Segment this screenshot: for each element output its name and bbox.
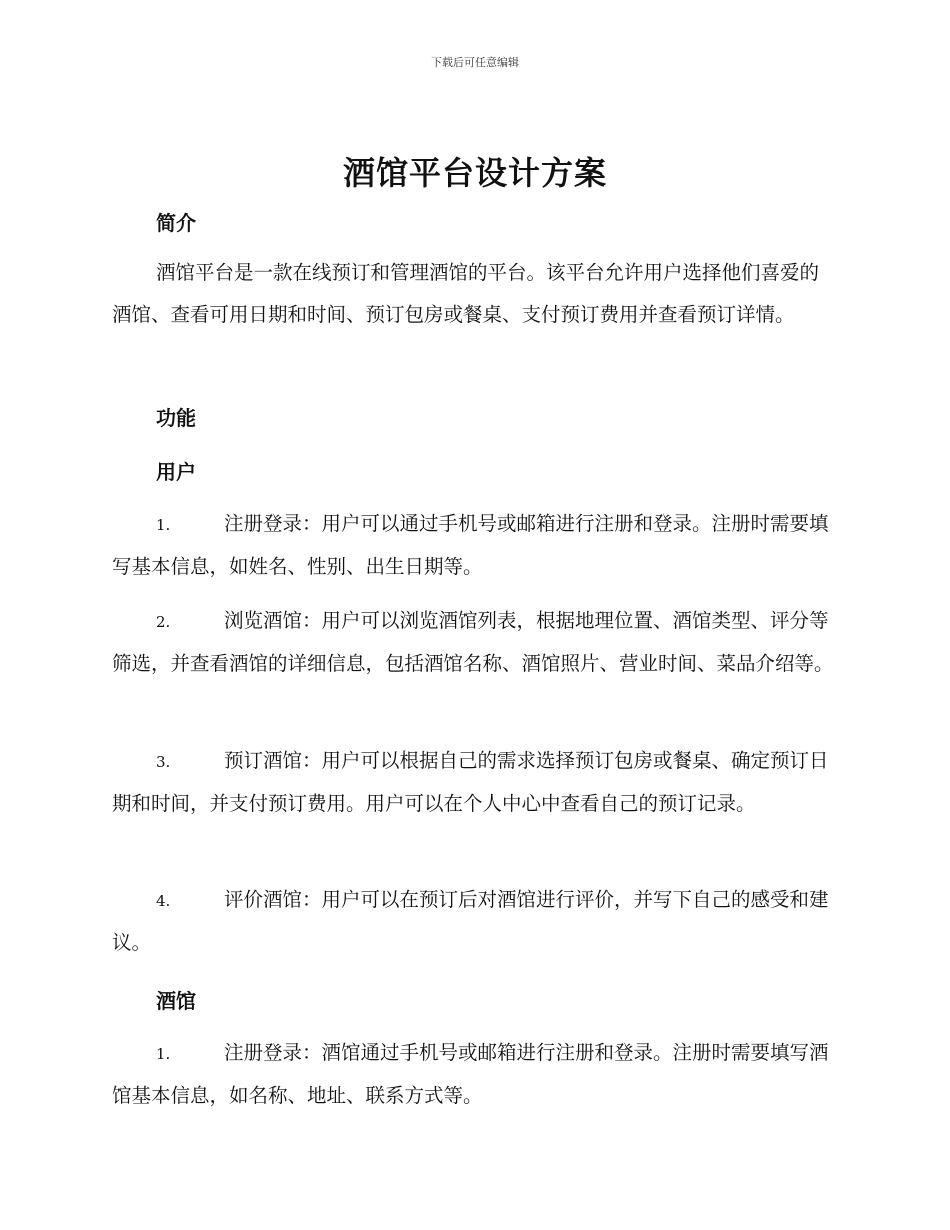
header-note: 下载后可任意编辑 xyxy=(431,56,519,69)
list-item-number: 4. xyxy=(156,892,171,910)
list-item-number: 2. xyxy=(156,613,171,631)
tavern-heading: 酒馆 xyxy=(156,989,196,1013)
list-item-number: 1. xyxy=(156,1045,171,1063)
user-heading: 用户 xyxy=(156,460,196,484)
document-title: 酒馆平台设计方案 xyxy=(342,154,607,192)
list-item-number: 1. xyxy=(156,516,171,534)
list-item-number: 3. xyxy=(156,753,171,771)
list-item xyxy=(112,503,834,588)
list-item-text: 注册登录：用户可以通过手机号或邮箱进行注册和登录。注册时需要填写基本信息，如姓名、性别、出生日期等。 xyxy=(112,512,829,578)
intro-paragraph: 酒馆平台是一款在线预订和管理酒馆的平台。该平台允许用户选择他们喜爱的酒馆、查看可用日期和时间、预订包房或餐桌、支付预订费用并查看预订详情。 xyxy=(112,261,820,326)
list-item-text: 浏览酒馆：用户可以浏览酒馆列表，根据地理位置、酒馆类型、评分等筛选，并查看酒馆的详细信息，包括酒馆名称、酒馆照片、营业时间、菜品介绍等。 xyxy=(112,609,834,675)
list-item xyxy=(112,1032,834,1117)
list-item xyxy=(112,879,834,964)
list-item xyxy=(112,740,834,825)
features-heading: 功能 xyxy=(156,406,196,430)
list-item-text: 预订酒馆：用户可以根据自己的需求选择预订包房或餐桌、确定预订日期和时间，并支付预订费用。用户可以在个人中心中查看自己的预订记录。 xyxy=(112,749,829,815)
list-item-text: 注册登录：酒馆通过手机号或邮箱进行注册和登录。注册时需要填写酒馆基本信息，如名称、地址、联系方式等。 xyxy=(112,1041,829,1107)
list-item-text: 评价酒馆：用户可以在预订后对酒馆进行评价，并写下自己的感受和建议。 xyxy=(112,888,829,954)
intro-heading: 简介 xyxy=(156,211,196,235)
list-item xyxy=(112,600,834,685)
